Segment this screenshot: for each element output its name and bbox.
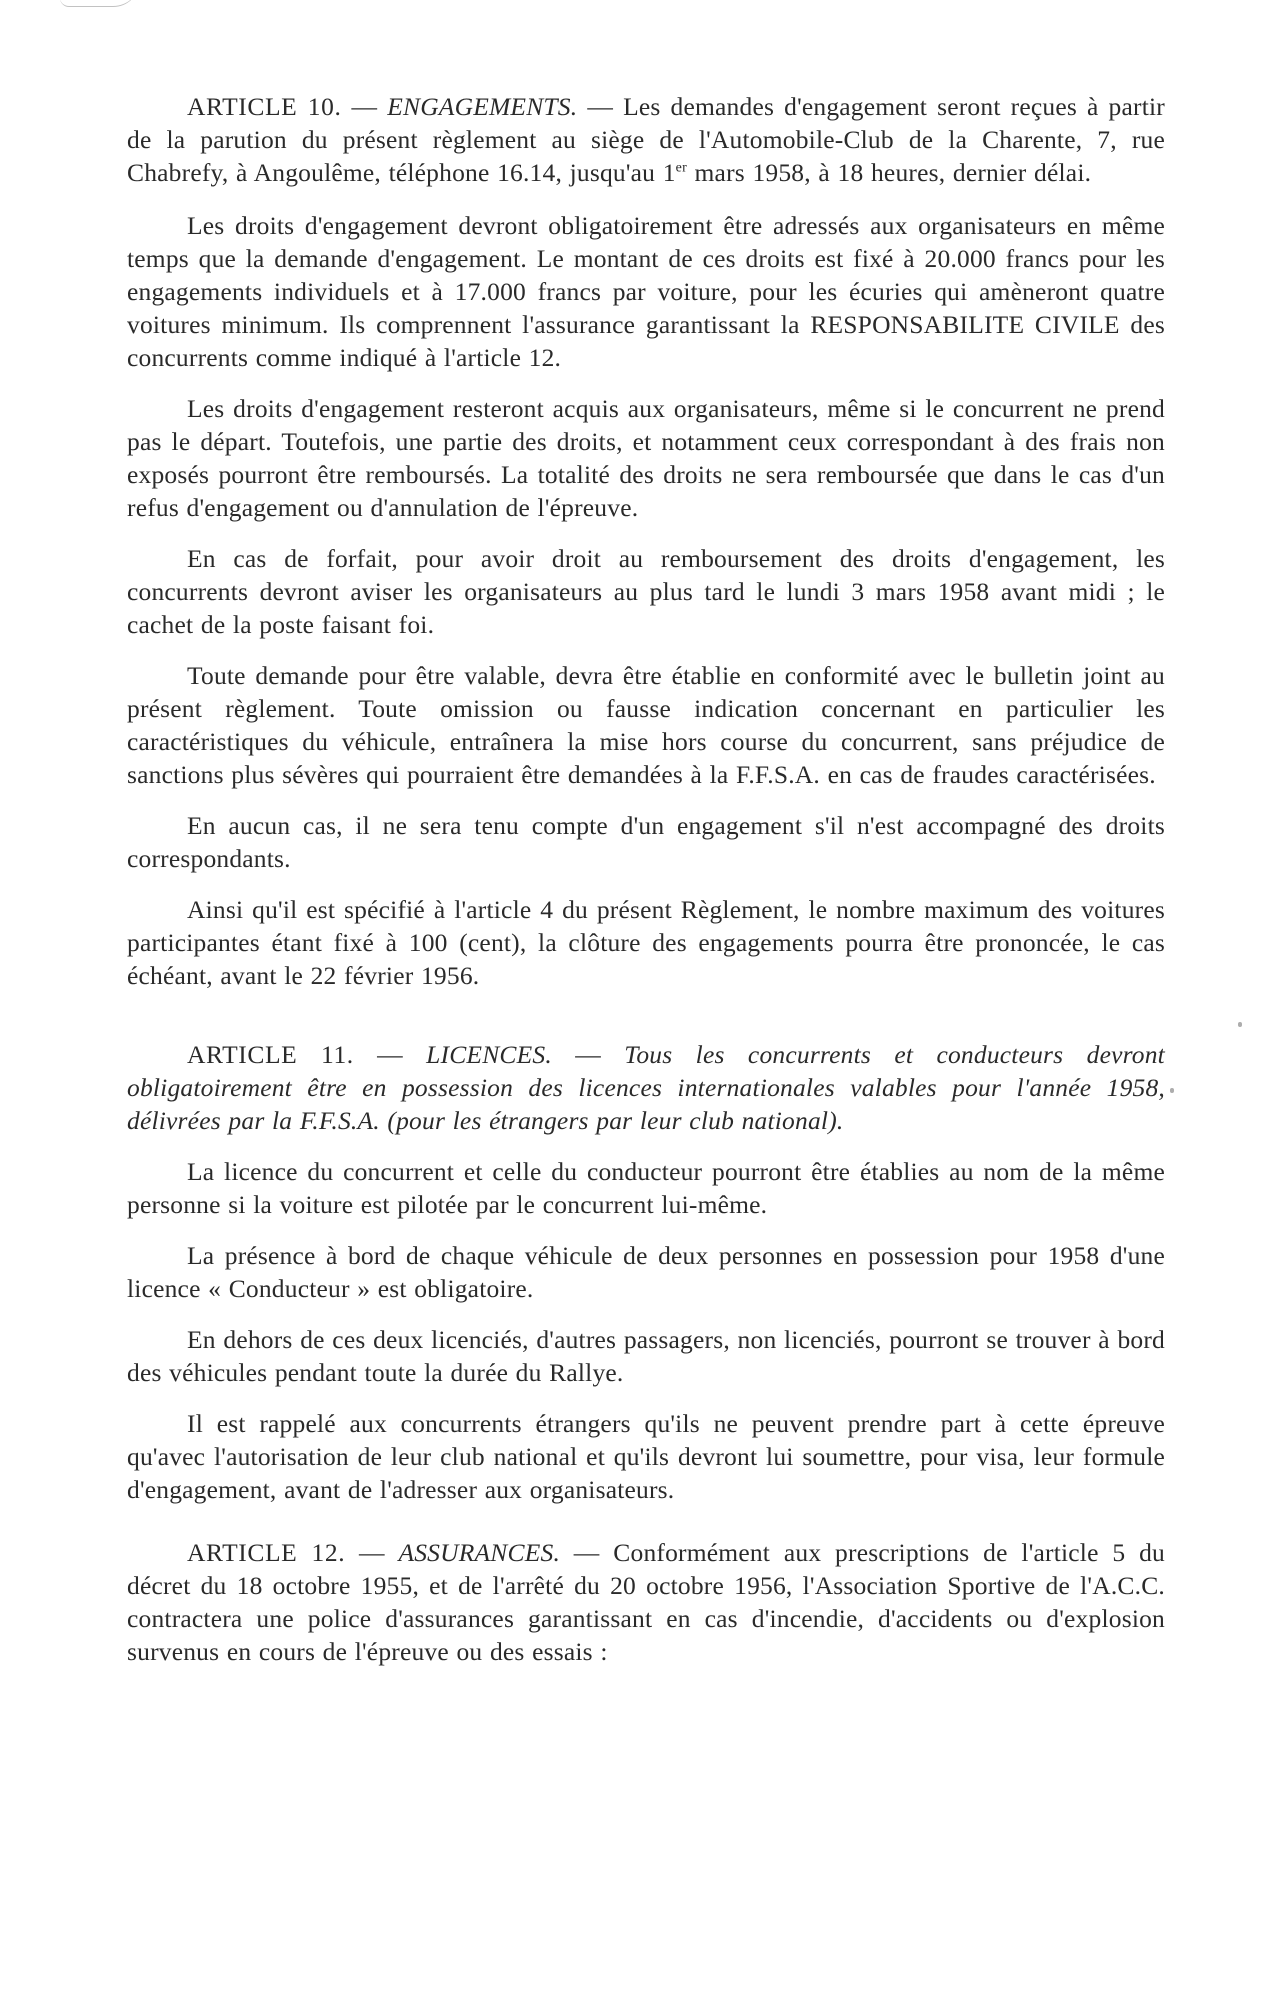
article-title: ASSURANCES. <box>398 1538 561 1567</box>
paragraph: Les droits d'engagement resteront acquis aux organisateurs, même si le concurrent ne prend pas le départ. Toutefois, une partie des droits, et notamment ceux correspondant à des frais non exposés pourront être remboursés. La totalité des droits ne sera remboursée que dans le cas d'un refus d'engagement ou d'annulation de l'épreuve. <box>127 394 1165 522</box>
article-number: ARTICLE 10. <box>187 92 342 121</box>
paragraph-text: Les demandes d'engagement seront reçues à partir de la parution du présent règlement au siège de l'Automobile-Club de la Charente, 7, rue Chabrefy, à Angoulême, téléphone 16.14, jusqu'au 1 <box>127 92 1165 187</box>
dash: — <box>577 92 624 121</box>
article-11-paragraph <box>127 1038 1165 1137</box>
article-title: ENGAGEMENTS. <box>387 92 578 121</box>
paragraph: En cas de forfait, pour avoir droit au remboursement des droits d'engagement, les concurrents devront aviser les organisateurs au plus tard le lundi 3 mars 1958 avant midi ; le cachet de la poste faisant foi. <box>127 544 1165 639</box>
paragraph-text: Tous les concurrents et conducteurs devront obligatoirement être en possession des licences internationales valables pour l'année 1958, délivrées par la F.F.S.A. (pour les étrangers par leur club national). <box>127 1040 1165 1135</box>
paragraph-text: Conformément aux prescriptions de l'article 5 du décret du 18 octobre 1955, et de l'arrêté du 20 octobre 1956, l'Association Sportive de l'A.C.C. contractera une police d'assurances garantissant en cas d'incendie, d'accidents ou d'explosion survenus en cours de l'épreuve ou des essais : <box>127 1538 1165 1666</box>
article-10-paragraph <box>127 90 1165 189</box>
document-page <box>127 90 1165 1668</box>
article-title: LICENCES. <box>426 1040 552 1069</box>
scan-speck <box>1238 1022 1242 1027</box>
article-12-paragraph <box>127 1536 1165 1668</box>
paragraph-text: mars 1958, à 18 heures, dernier délai. <box>686 158 1092 187</box>
paragraph: La licence du concurrent et celle du conducteur pourront être établies au nom de la même personne si la voiture est pilotée par le concurrent lui-même. <box>127 1157 1165 1219</box>
article-12 <box>127 1536 1165 1668</box>
scan-corner-mark <box>60 0 140 7</box>
dash: — <box>560 1538 614 1567</box>
superscript: er <box>675 160 687 176</box>
dash: — <box>345 1538 399 1567</box>
paragraph: Toute demande pour être valable, devra être établie en conformité avec le bulletin joint au présent règlement. Toute omission ou fausse indication concernant en particulier les caractéristiques du véhicule, entraînera la mise hors course du concurrent, sans préjudice de sanctions plus sévères qui pourraient être demandées à la F.F.S.A. en cas de fraudes caractérisées. <box>127 661 1165 789</box>
dash: — <box>353 1040 427 1069</box>
article-11 <box>127 1038 1165 1506</box>
paragraph: Il est rappelé aux concurrents étrangers qu'ils ne peuvent prendre part à cette épreuve qu'avec l'autorisation de leur club national et qu'ils devront lui soumettre, pour visa, leur formule d'engagement, avant de l'adresser aux organisateurs. <box>127 1409 1165 1504</box>
article-number: ARTICLE 12. <box>187 1538 346 1567</box>
paragraph: En dehors de ces deux licenciés, d'autres passagers, non licenciés, pourront se trouver à bord des véhicules pendant toute la durée du Rallye. <box>127 1325 1165 1387</box>
dash: — <box>551 1040 625 1069</box>
scan-speck <box>1170 1088 1174 1093</box>
article-10 <box>127 90 1165 992</box>
paragraph: Ainsi qu'il est spécifié à l'article 4 du présent Règlement, le nombre maximum des voitures participantes étant fixé à 100 (cent), la clôture des engagements pourra être prononcée, le cas échéant, avant le 22 février 1956. <box>127 895 1165 990</box>
article-number: ARTICLE 11. <box>187 1040 354 1069</box>
dash: — <box>341 92 388 121</box>
paragraph: Les droits d'engagement devront obligatoirement être adressés aux organisateurs en même temps que la demande d'engagement. Le montant de ces droits est fixé à 20.000 francs pour les engagements individuels et à 17.000 francs par voiture, pour les écuries qui amèneront quatre voitures minimum. Ils comprennent l'assurance garantissant la RESPONSABILITE CIVILE des concurrents comme indiqué à l'article 12. <box>127 211 1165 372</box>
paragraph: En aucun cas, il ne sera tenu compte d'un engagement s'il n'est accompagné des droits correspondants. <box>127 811 1165 873</box>
paragraph: La présence à bord de chaque véhicule de deux personnes en possession pour 1958 d'une licence « Conducteur » est obligatoire. <box>127 1241 1165 1303</box>
